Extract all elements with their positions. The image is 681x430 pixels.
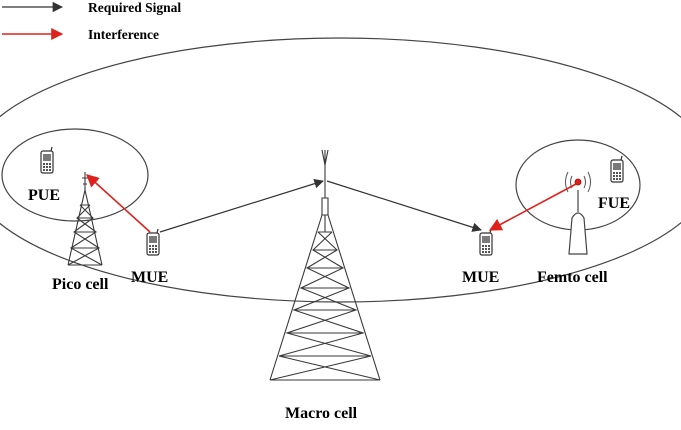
signal-macro-to-mue-right: [327, 181, 481, 230]
legend: [2, 0, 181, 42]
femto-cell-label: Femto cell: [537, 269, 608, 286]
mue-right-phone-icon: [480, 229, 492, 255]
legend-required-signal-label: Required Signal: [88, 0, 182, 15]
macro-tower-icon: [270, 150, 380, 380]
fue-phone-icon: [611, 156, 623, 182]
femto-access-point-icon: [566, 172, 591, 254]
pico-cell-coverage-ellipse: [2, 129, 148, 221]
pue-phone-icon: [41, 147, 53, 173]
interference-mue-to-pico: [87, 175, 150, 232]
signal-mue-left-to-macro: [160, 181, 323, 232]
pue-label: PUE: [28, 187, 60, 204]
pico-cell-label: Pico cell: [52, 276, 109, 293]
mue-left-label: MUE: [131, 269, 169, 286]
mue-right-label: MUE: [462, 269, 500, 286]
macro-cell-label: Macro cell: [285, 405, 358, 422]
macro-cell-coverage-ellipse: [0, 38, 681, 302]
fue-label: FUE: [598, 195, 630, 212]
interference-femto-to-mue: [490, 184, 576, 230]
legend-interference-label: Interference: [88, 27, 159, 42]
mue-left-phone-icon: [147, 229, 159, 255]
